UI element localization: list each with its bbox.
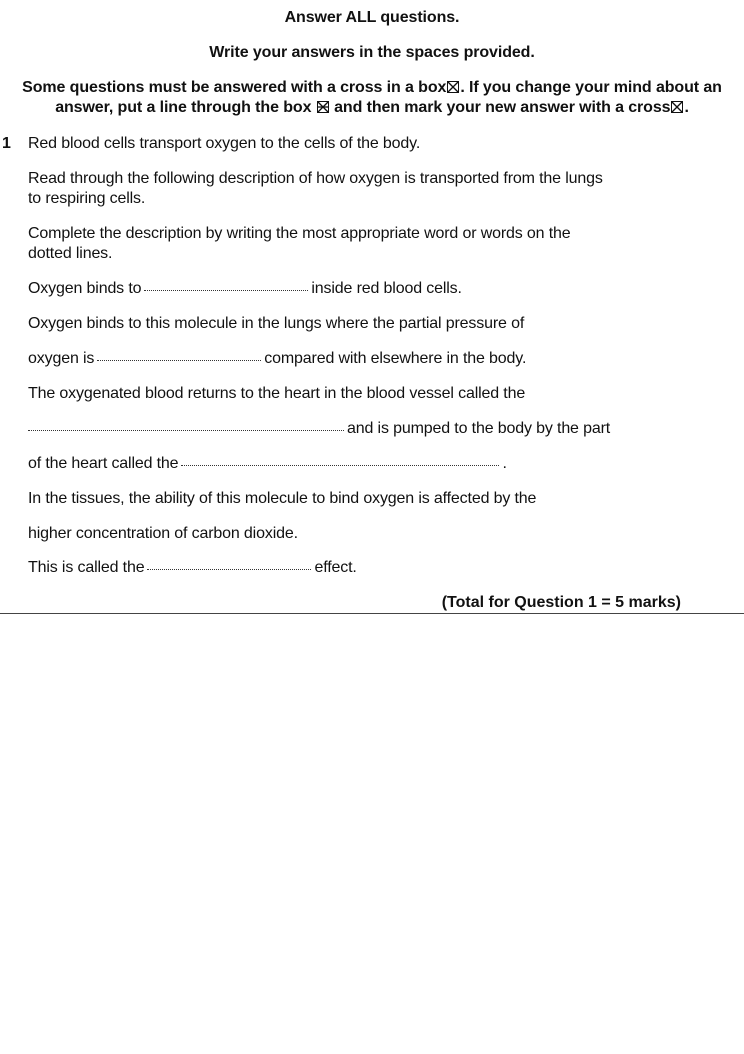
sentence-heart-part: [28, 454, 507, 474]
question-number: 1: [2, 135, 11, 152]
complete-instruction-line-1: Complete the description by writing the most appropriate word or words on the: [28, 225, 571, 242]
sentence-tissues: In the tissues, the ability of this molecule to bind oxygen is affected by the: [28, 490, 537, 507]
sentence-text: .: [502, 455, 507, 472]
crossed-box-icon: [447, 81, 459, 93]
sentence-partial-pressure: Oxygen binds to this molecule in the lungs where the partial pressure of: [28, 315, 525, 332]
sentence-text: Oxygen binds to: [28, 280, 142, 297]
instruction-cross-box: [0, 78, 744, 98]
sentence-pumped-to-body: [28, 419, 610, 439]
instruction-cross-text-b: . If you change your mind about an: [460, 79, 722, 96]
instruction-change-text-c: .: [684, 99, 689, 116]
complete-instruction-line-2: dotted lines.: [28, 245, 113, 262]
instruction-answer-all: Answer ALL questions.: [284, 9, 460, 26]
struck-crossed-box-icon: [317, 101, 329, 113]
sentence-text: inside red blood cells.: [311, 280, 462, 297]
sentence-oxygen-is: [28, 349, 526, 369]
total-marks: (Total for Question 1 = 5 marks): [441, 594, 681, 611]
sentence-oxygen-binds: [28, 279, 462, 299]
answer-blank-2[interactable]: [97, 359, 261, 361]
answer-blank-5[interactable]: [147, 568, 311, 570]
instruction-write-answers: Write your answers in the spaces provided.: [209, 44, 535, 61]
answer-blank-4[interactable]: [181, 464, 499, 466]
read-instruction-line-1: Read through the following description of how oxygen is transported from the lungs: [28, 170, 603, 187]
crossed-box-icon: [671, 101, 683, 113]
sentence-text: effect.: [314, 559, 357, 576]
instruction-cross-text-a: Some questions must be answered with a cross in a box: [22, 79, 447, 96]
sentence-text: of the heart called the: [28, 455, 179, 472]
question-divider: [0, 613, 744, 614]
sentence-text: and is pumped to the body by the part: [347, 420, 611, 437]
question-intro: Red blood cells transport oxygen to the cells of the body.: [28, 135, 421, 152]
sentence-text: compared with elsewhere in the body.: [264, 350, 527, 367]
answer-blank-3[interactable]: [28, 429, 344, 431]
sentence-effect: [28, 558, 357, 578]
read-instruction-line-2: to respiring cells.: [28, 190, 146, 207]
sentence-oxygenated-blood: The oxygenated blood returns to the heart in the blood vessel called the: [28, 385, 526, 402]
instruction-change-text-b: and then mark your new answer with a cross: [334, 99, 671, 116]
answer-blank-1[interactable]: [144, 289, 308, 291]
sentence-text: This is called the: [28, 559, 145, 576]
instruction-change-text-a: answer, put a line through the box: [55, 99, 312, 116]
sentence-carbon-dioxide: higher concentration of carbon dioxide.: [28, 525, 298, 542]
instruction-change-mind: [0, 98, 744, 118]
sentence-text: oxygen is: [28, 350, 95, 367]
